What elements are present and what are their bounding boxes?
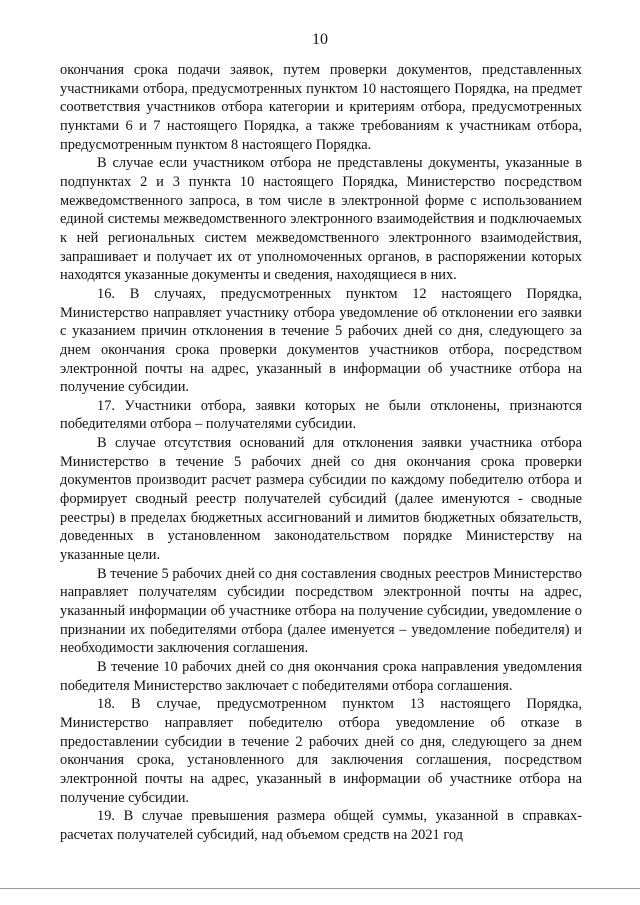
page-number: 10 [312, 31, 328, 48]
document-body [60, 61, 582, 845]
paragraph-missing-documents: В случае если участником отбора не представлены документы, указанные в подпунктах 2 и 3 пункта 10 настоящего Порядка, Министерство посредством межведомственного запроса, в том числе в электронной форме с использованием единой системы межведомственного электронного взаимодействия и подключаемых к ней региональных систем межведомственного электронного взаимодействия, запрашивает и получает их от уполномоченных органов, в распоряжении которых находятся указанные документы и сведения, находящиеся в них. [60, 155, 582, 284]
paragraph-continuation: окончания срока подачи заявок, путем проверки документов, представленных участниками отбора, предусмотренных пунктом 10 настоящего Порядка, на предмет соответствия участников отбора категории и критериям отбора, предусмотренных пунктами 6 и 7 настоящего Порядка, а также требованиям к участникам отбора, предусмотренным пунктом 8 настоящего Порядка. [60, 62, 582, 153]
paragraph-item-17: 17. Участники отбора, заявки которых не были отклонены, признаются победителями отбора – получателями субсидии. [60, 397, 582, 433]
paragraph-item-19: 19. В случае превышения размера общей суммы, указанной в справках-расчетах получателей субсидий, над объемом средств на 2021 год [60, 808, 582, 843]
paragraph-subsidy-calculation: В случае отсутствия оснований для отклонения заявки участника отбора Министерство в течение 5 рабочих дней со дня окончания срока проверки документов производит расчет размера субсидии по каждому победителю отбора и формирует сводный реестр получателей субсидий (далее именуются - сводные реестры) в пределах бюджетных ассигнований и лимитов бюджетных обязательств, доведенных в установленном законодательством порядке Министерству на указанные цели. [60, 435, 582, 564]
paragraph-agreement-signing: В течение 10 рабочих дней со дня окончания срока направления уведомления победителя Министерство заключает с победителями отбора соглашения. [60, 659, 582, 694]
paragraph-item-18: 18. В случае, предусмотренном пунктом 13 настоящего Порядка, Министерство направляет победителю отбора уведомление об отказе в предоставлении субсидии в течение 2 рабочих дней со дня, следующего за днем окончания срока, установленного для заключения соглашения, посредством электронной почты на адрес, указанный в информации об участнике отбора на получение субсидии. [60, 696, 582, 806]
paragraph-item-16: 16. В случаях, предусмотренных пунктом 12 настоящего Порядка, Министерство направляет участнику отбора уведомление об отклонении его заявки с указанием причин отклонения в течение 5 рабочих дней со дня, следующего за днем окончания срока проверки документов участников отбора, посредством электронной почты на адрес, указанный в информации об участнике отбора на получение субсидии. [60, 285, 582, 396]
paragraph-winner-notification: В течение 5 рабочих дней со дня составления сводных реестров Министерство направляет получателям субсидии посредством электронной почты на адрес, указанный информации об участнике отбора на получение субсидии, уведомление о признании их победителями отбора (далее именуется – уведомление победителя) и необходимости заключения соглашения. [60, 565, 582, 657]
bottom-divider [0, 888, 640, 889]
